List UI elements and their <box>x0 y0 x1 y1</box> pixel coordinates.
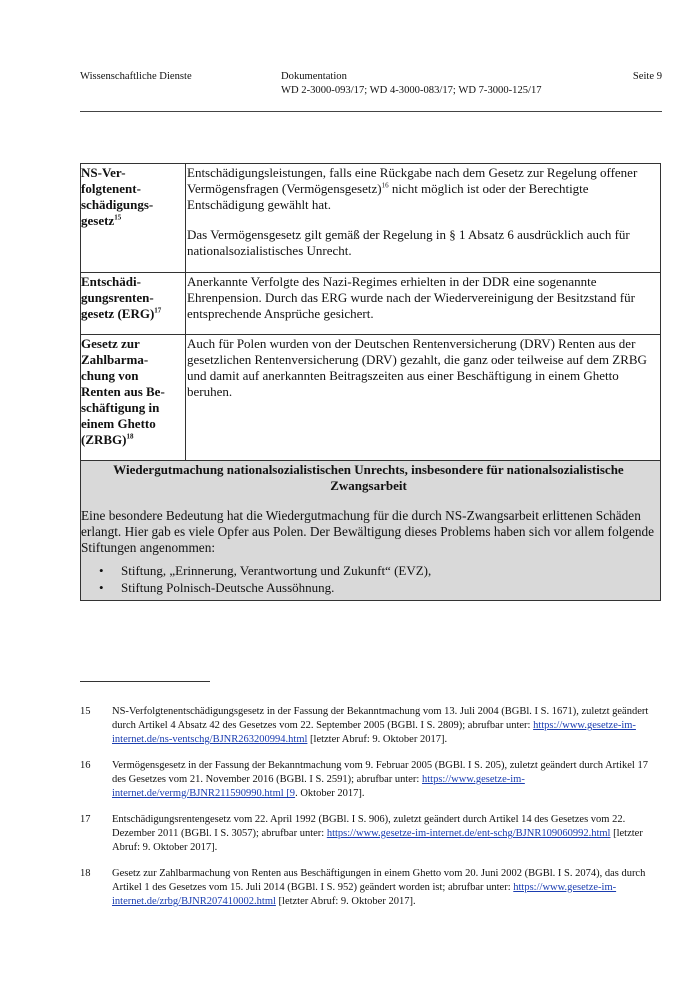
paragraph: Das Vermögensgesetz gilt gemäß der Regelung in § 1 Absatz 6 ausdrücklich auch für nationalsozialistisches Unrecht. <box>187 227 630 258</box>
footnote-number: 15 <box>80 706 91 717</box>
row-label: Entschädi- gungsrenten- gesetz (ERG)$^{17}$ <box>81 273 186 335</box>
page-number: Seite 9 <box>632 71 662 82</box>
row-label: NS-Ver- folgtenent- schädigungs- gesetz$^{15}$ <box>81 164 186 273</box>
row-label: Gesetz zur Zahlbarma- chung von Renten aus Be- schäftigung in einem Ghetto (ZRBG)$^{18}$ <box>81 335 186 461</box>
footnotes <box>80 705 662 921</box>
footnote-ref[interactable]: 18 <box>126 432 134 441</box>
header-divider <box>80 111 662 112</box>
footnote-number: 17 <box>80 814 91 825</box>
footnote: 18 Gesetz zur Zahlbarmachung von Renten aus Beschäftigungen in einem Ghetto vom 20. Juni 2002 (BGBl. I S. 2074), das durch Artikel 1 des Gesetzes vom 15. Juli 2014 (BGBl. I S. 952) geändert worden ist; abrufbar unter: https://www.gesetze-im-internet.de/zrbg/BJNR207410002.html [letzter Abruf: 9. Oktober 2017]. <box>80 868 646 907</box>
paragraph: Auch für Polen wurden von der Deutschen Rentenversicherung (DRV) Renten aus der gesetzlichen Rentenversicherung (DRV) gezahlt, die ganz oder teilweise auf dem ZRBG und damit auf anerkannten Beitragszeiten aus einer Beschäftigung in einem Ghetto beruhen. <box>187 336 647 399</box>
footnote-number: 18 <box>80 868 91 879</box>
footnote-link[interactable]: https://www.gesetze-im-internet.de/ns-ventschg/BJNR263200994.html <box>112 720 636 745</box>
foundation-list <box>81 562 656 596</box>
header-doc-ref: WD 2-3000-093/17; WD 4-3000-083/17; WD 7-3000-125/17 <box>281 85 542 96</box>
table-row <box>81 164 661 273</box>
row-content <box>186 335 661 461</box>
header-document <box>281 70 542 98</box>
footnote: 16 Vermögensgesetz in der Fassung der Bekanntmachung vom 9. Februar 2005 (BGBl. I S. 205), zuletzt geändert durch Artikel 17 des Gesetzes vom 21. November 2016 (BGBl. I S. 2591); abrufbar unter: https://www.gesetze-im-internet.de/vermg/BJNR211590990.html [9. Oktober 2017]. <box>80 760 648 799</box>
table-row <box>81 273 661 335</box>
footnote-link[interactable]: https://www.gesetze-im-internet.de/zrbg/BJNR207410002.html <box>112 882 617 907</box>
footnote: 15 NS-Verfolgtenentschädigungsgesetz in der Fassung der Bekanntmachung vom 13. Juli 2004 (BGBl. I S. 1671), zuletzt geändert durch Artikel 4 Absatz 42 des Gesetzes vom 22. September 2005 (BGBl. I S. 2809); abrufbar unter: https://www.gesetze-im-internet.de/ns-ventschg/BJNR263200994.html [letzter Abruf: 9. Oktober 2017]. <box>80 706 649 745</box>
footnote-ref[interactable]: 16 <box>381 181 389 190</box>
list-item: • Stiftung Polnisch-Deutsche Aussöhnung. <box>121 579 656 596</box>
section-row <box>81 461 661 601</box>
footnote-ref[interactable]: 15 <box>114 213 122 222</box>
paragraph: Entschädigungsleistungen, falls eine Rückgabe nach dem Gesetz zur Regelung offener Vermögensfragen (Vermögensgesetz)$^{16}$ nicht möglich ist oder der Berechtigte Entschädigung gewählt hat. <box>187 165 638 212</box>
header-institution: Wissenschaftliche Dienste <box>80 71 192 82</box>
section-title: Wiedergutmachung nationalsozialistischen Unrechts, insbesondere für nationalsozialistische Zwangsarbeit <box>113 462 624 493</box>
footnote-link[interactable]: https://www.gesetze-im-internet.de/ent-schg/BJNR109060992.html <box>326 828 611 839</box>
table-row <box>81 335 661 461</box>
footnote-ref[interactable]: 17 <box>154 306 162 315</box>
footnote-link[interactable]: https://www.gesetze-im-internet.de/vermg/BJNR211590990.html [9 <box>112 774 525 799</box>
row-content <box>186 164 661 273</box>
paragraph: Anerkannte Verfolgte des Nazi-Regimes erhielten in der DDR eine sogenannte Ehrenpension. Durch das ERG wurde nach der Wiedervereinigung der Besitzstand für entsprechende Ansprüche gesichert. <box>187 274 635 321</box>
header-doc-title: Dokumentation <box>281 71 347 82</box>
footnote-number: 16 <box>80 760 91 771</box>
highlight-box <box>81 461 661 601</box>
footnote: 17 Entschädigungsrentengesetz vom 22. April 1992 (BGBl. I S. 906), zuletzt geändert durch Artikel 14 des Gesetzes vom 22. Dezember 2011 (BGBl. I S. 3057); abrufbar unter: https://www.gesetze-im-internet.de/ent-schg/BJNR109060992.html [letzter Abruf: 9. Oktober 2017]. <box>80 814 643 853</box>
row-content <box>186 273 661 335</box>
list-item: • Stiftung, „Erinnerung, Verantwortung und Zukunft“ (EVZ), <box>121 562 656 579</box>
section-body: Eine besondere Bedeutung hat die Wiedergutmachung für die durch NS-Zwangsarbeit erlittenen Schäden erlangt. Hier gab es viele Opfer aus Polen. Der Bewältigung dieses Problems haben sich vor allem folgende Stiftungen angenommen: <box>81 508 655 555</box>
footnote-divider <box>80 681 210 682</box>
laws-table <box>80 163 661 601</box>
